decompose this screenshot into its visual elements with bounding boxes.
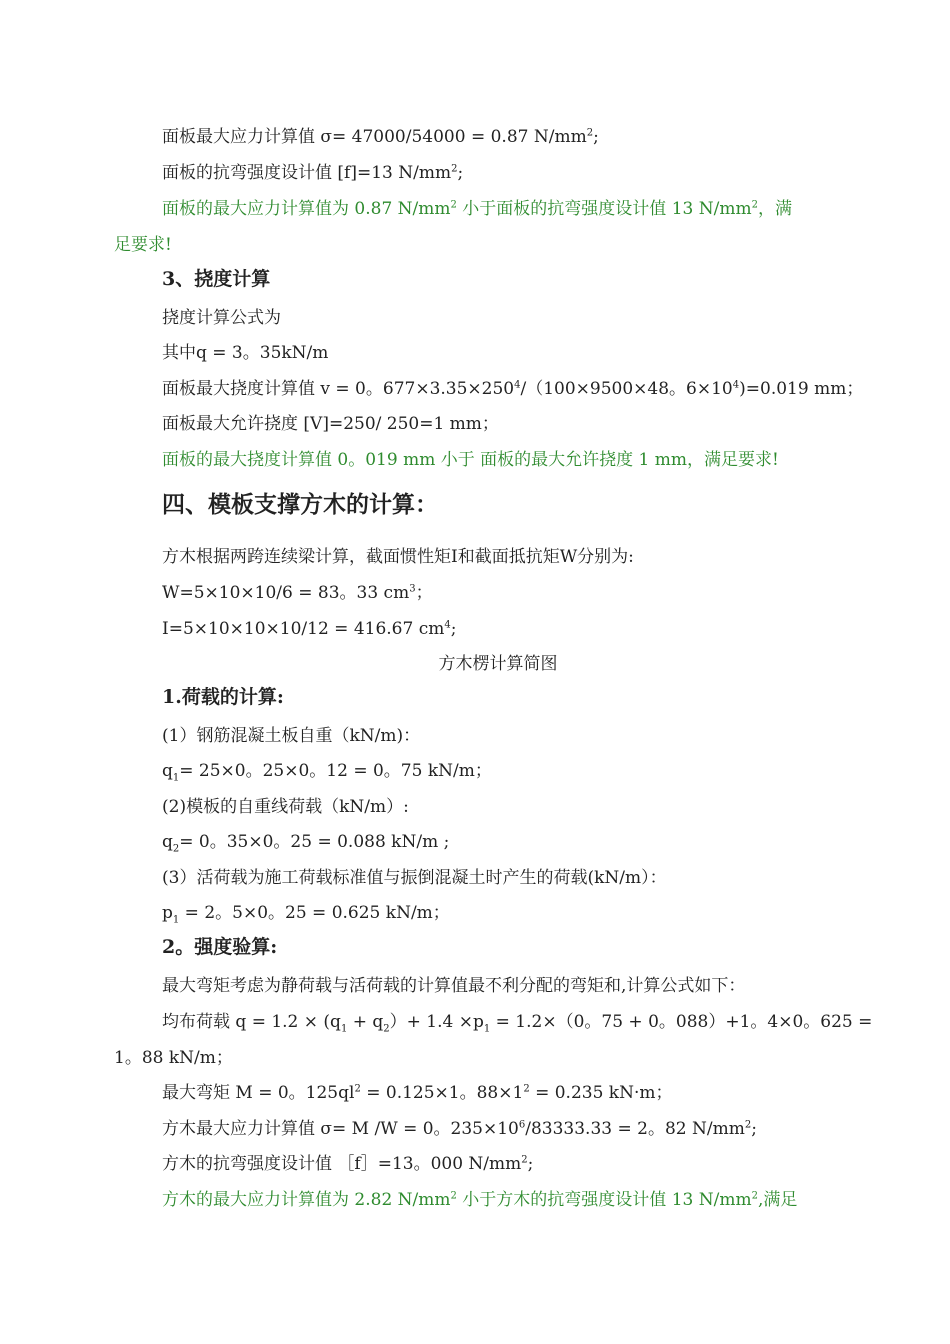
max-deflection-line: 面板最大挠度计算值 v = 0。$677\times 3.35\times 250^4/(100\times 9500\times 48$。$6\times 10^4)=0.019$ mm； — [162, 379, 864, 399]
uniform-load-continuation: 1。88 kN/m； — [114, 1048, 233, 1068]
section-modulus-line: W=5×10×10/6 = 83。33 $cm^3$； — [162, 583, 433, 603]
load-item-3-label: (3）活荷载为施工荷载标准值与振倒混凝土时产生的荷载(kN/m）： — [162, 868, 667, 888]
stress-line: 面板最大应力计算值 σ= 47000/54000 = 0.87 $N/mm^2$; — [162, 127, 599, 147]
p1-line: $p_1 = 2$。5×0。25 = 0.625 kN/m； — [162, 903, 450, 926]
q1-line: $q_1= 25\times 0$。25×0。12 = 0。75 kN/m； — [162, 761, 492, 784]
deflection-conclusion-line: 面板的最大挠度计算值 0。019 mm 小于 面板的最大允许挠度 1 mm，满足要求! — [162, 450, 779, 470]
figure-caption: 方木楞计算简图 — [438, 654, 558, 674]
max-moment-line: 最大弯矩 M = 0。$125ql^2 = 0.125\times 1$。$88\times 1^2 = 0.235$ kN·m； — [162, 1083, 673, 1103]
moment-of-inertia-line: I=5×10×10×10/12 = 416.67 $cm^4$; — [162, 619, 457, 639]
section-heading-loads: 1.荷载的计算: — [162, 686, 284, 708]
max-moment-intro-line: 最大弯矩考虑为静荷载与活荷载的计算值最不利分配的弯矩和,计算公式如下： — [162, 976, 746, 996]
q-value-line: 其中q = 3。35kN/m — [162, 343, 329, 363]
allowable-deflection-line: 面板最大允许挠度 [V]=250/ 250=1 mm； — [162, 414, 499, 434]
stress-conclusion-continuation: 足要求! — [114, 235, 172, 255]
stress-conclusion-line: 面板的最大应力计算值为 0.87 $N/mm^2$ 小于面板的抗弯强度设计值 13 $N/mm^2$，满 — [162, 199, 792, 219]
load-item-2-label: (2)模板的自重线荷载（kN/m）: — [162, 797, 409, 817]
section-heading-strength: 2。强度验算: — [162, 936, 278, 958]
design-strength-line: 面板的抗弯强度设计值 [f]=13 $N/mm^2$; — [162, 163, 464, 183]
deflection-formula-line: 挠度计算公式为 — [162, 308, 281, 328]
timber-stress-line: 方木最大应力计算值 σ= M /W = 0。$235\times 10^6/83333.33 = 2$。82 $N/mm^2$; — [162, 1119, 757, 1139]
load-item-1-label: (1）钢筋混凝土板自重（kN/m)： — [162, 726, 421, 746]
section-heading-deflection: 3、挠度计算 — [162, 268, 271, 290]
timber-intro-line: 方木根据两跨连续梁计算，截面惯性矩I和截面抵抗矩W分别为: — [162, 547, 634, 567]
q2-line: $q_2= 0$。35×0。25 = 0.088 kN/m ; — [162, 832, 450, 855]
uniform-load-line: 均布荷载 $q = 1.2 \times (q_1 + q_2)+ 1.4 \times p_1 = 1.2\times(0$。75 + 0。088）+1。4×0。625 = — [162, 1012, 873, 1035]
timber-design-strength-line: 方木的抗弯强度设计值 ［f］=13。000 $N/mm^2$; — [162, 1154, 534, 1174]
chapter-heading-timber: 四、模板支撑方木的计算： — [162, 491, 438, 518]
timber-stress-conclusion-line: 方木的最大应力计算值为 2.82 $N/mm^2$ 小于方木的抗弯强度设计值 13 $N/mm^2$,满足 — [162, 1190, 798, 1210]
